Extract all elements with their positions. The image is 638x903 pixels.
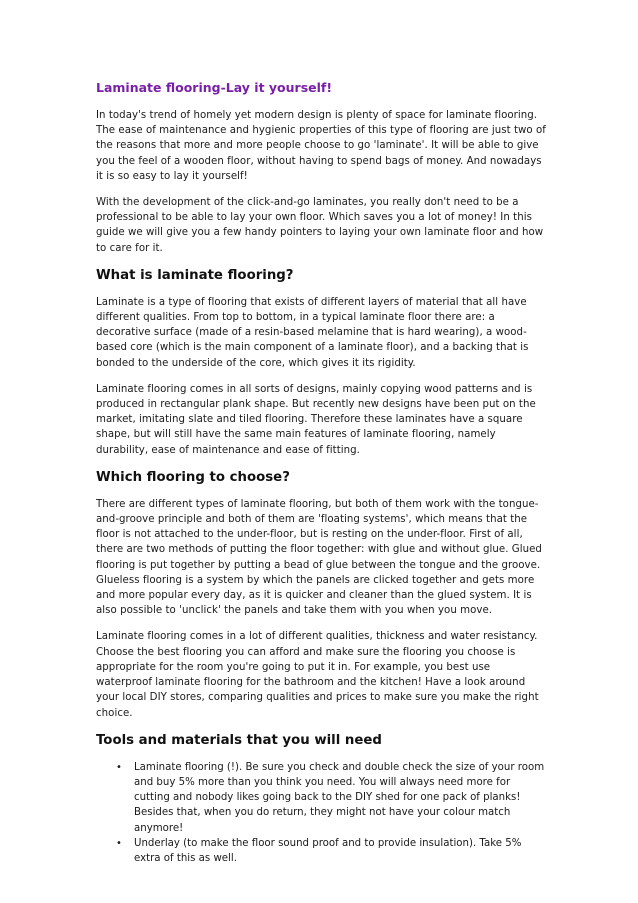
tools-list — [96, 760, 546, 866]
section-2-paragraph-2: Laminate flooring comes in a lot of different qualities, thickness and water resistancy. Choose the best flooring you can afford and make sure the flooring you choose is appropriate for the room you're going to put it in. For example, you best use waterproof laminate flooring for the bathroom and the kitchen! Have a look around your local DIY stores, comparing qualities and prices to make sure you make the right choice. — [96, 631, 539, 719]
list-item-text: Laminate flooring (!). Be sure you check and double check the size of your room and buy 5% more than you think you need. You will always need more for cutting and nobody likes going back to the DIY shed for one pack of planks! Besides that, when you do return, they might not have your colour match anymore! — [134, 761, 545, 834]
section-heading-what-is-laminate: What is laminate flooring? — [96, 267, 294, 283]
section-heading-tools-materials: Tools and materials that you will need — [96, 732, 382, 748]
bullet-icon: • — [116, 761, 122, 773]
intro-paragraph-1: In today's trend of homely yet modern design is plenty of space for laminate flooring. The ease of maintenance and hygienic properties of this type of flooring are just two of the reasons that more and more people choose to go 'laminate'. It will be able to give you the feel of a wooden floor, without having to spend bags of money. And nowadays it is so easy to lay it yourself! — [96, 110, 546, 182]
document-page — [96, 80, 546, 866]
section-1-paragraph-2: Laminate flooring comes in all sorts of designs, mainly copying wood patterns and is produced in rectangular plank shape. But recently new designs have been put on the market, imitating slate and tiled flooring. Therefore these laminates have a square shape, but will still have the same main features of laminate flooring, namely durability, ease of maintenance and ease of fitting. — [96, 383, 536, 456]
list-item — [96, 836, 546, 866]
intro-paragraph-2: With the development of the click-and-go laminates, you really don't need to be a professional to be able to lay your own floor. Which saves you a lot of money! In this guide we will give you a few handy pointers to laying your own laminate floor and how to care for it. — [96, 197, 544, 254]
list-item — [96, 760, 546, 836]
section-1-paragraph-1: Laminate is a type of flooring that exists of different layers of material that all have different qualities. From top to bottom, in a typical laminate floor there are: a decorative surface (made of a resin-based melamine that is hard wearing), a wood-based core (which is the main component of a laminate floor), and a backing that is bonded to the underside of the core, which gives it its rigidity. — [96, 296, 529, 369]
section-heading-which-flooring: Which flooring to choose? — [96, 469, 290, 485]
bullet-icon: • — [116, 837, 122, 849]
section-2-paragraph-1: There are different types of laminate flooring, but both of them work with the tongue-and-groove principle and both of them are 'floating systems', which means that the floor is not attached to the under-floor, but is resting on the under-floor. First of all, there are two methods of putting the floor together: with glue and without glue. Glued flooring is put together by putting a bead of glue between the tongue and the groove. Glueless flooring is a system by which the panels are clicked together and gets more and more popular every day, as it is quicker and cleaner than the glued system. It is also possible to 'unclick' the panels and take them with you when you move. — [96, 498, 542, 617]
list-item-text: Underlay (to make the floor sound proof and to provide insulation). Take 5% extra of this as well. — [134, 837, 522, 864]
document-title: Laminate flooring-Lay it yourself! — [96, 80, 333, 95]
